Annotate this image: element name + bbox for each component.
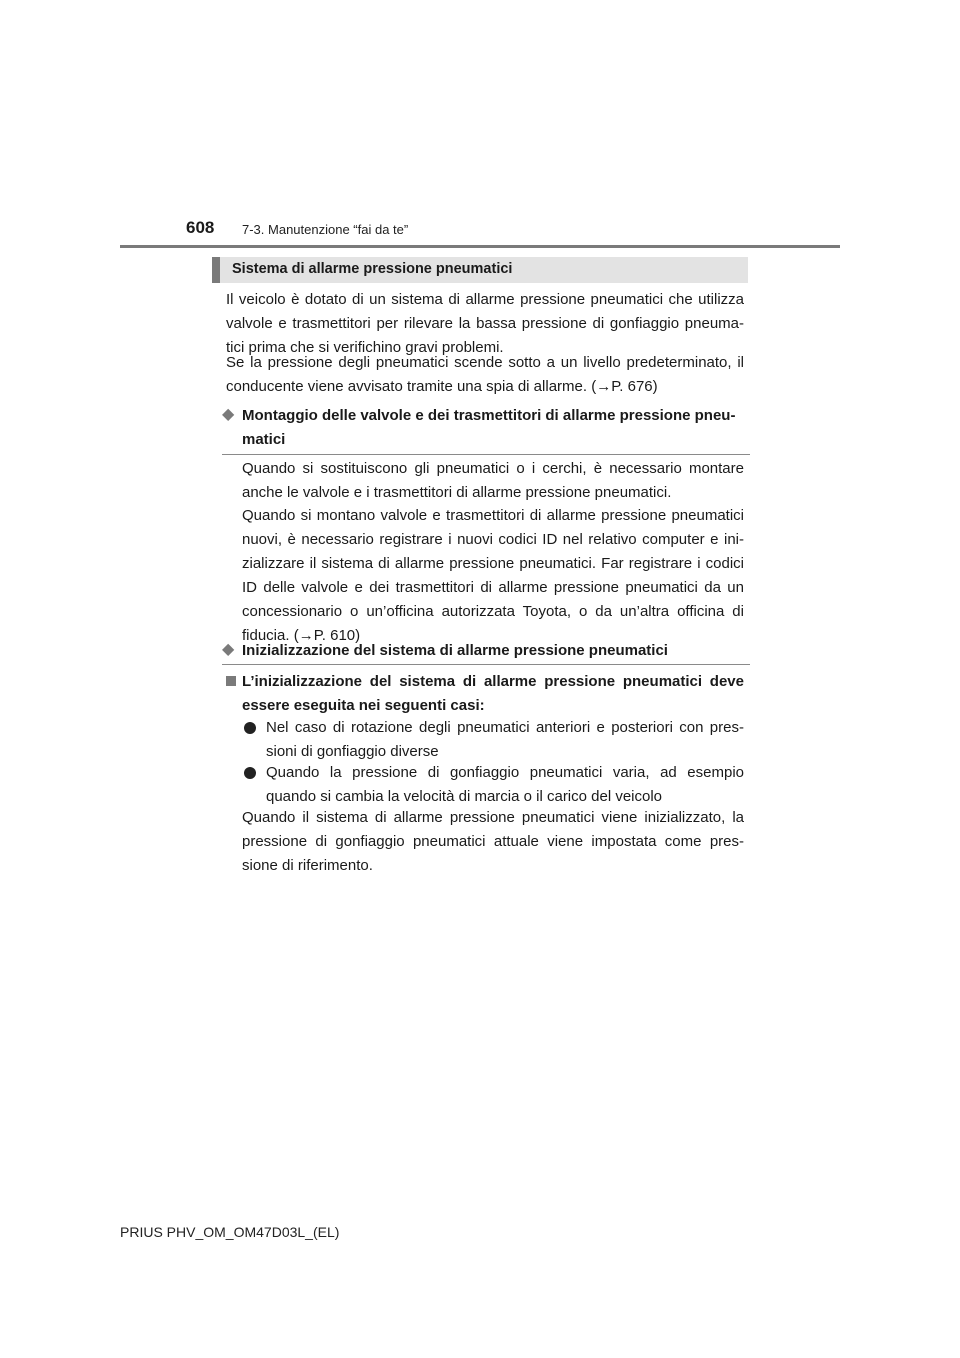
subsection-heading-mounting	[222, 404, 750, 455]
list-item-text: Nel caso di rotazione degli pneumatici anteriori e posteriori con pres-sioni di gonfiaggio diverse	[266, 719, 744, 760]
subsection-title: Inizializzazione del sistema di allarme pressione pneumatici	[242, 642, 668, 659]
condition-heading-text: L’inizializzazione del sistema di allarme pressione pneumatici deve essere eseguita nei seguenti casi:	[242, 673, 744, 714]
header-divider	[120, 245, 840, 248]
section-title: Sistema di allarme pressione pneumatici	[232, 261, 513, 277]
intro-paragraph-2: Se la pressione degli pneumatici scende sotto a un livello predeterminato, il conducente viene avvisato tramite una spia di allarme. (→P. 676)	[226, 354, 744, 395]
initialization-closing-paragraph: Quando il sistema di allarme pressione pneumatici viene inizializzato, la pressione di gonfiaggio pneumatici attuale viene impostata come pres-sione di riferimento.	[242, 809, 744, 874]
document-footer-code: PRIUS PHV_OM_OM47D03L_(EL)	[120, 1224, 340, 1240]
list-item-text: Quando la pressione di gonfiaggio pneumatici varia, ad esempio quando si cambia la velocità di marcia o il carico del veicolo	[266, 764, 744, 805]
initialization-condition-heading	[226, 670, 744, 718]
diamond-bullet-icon: ◆	[222, 641, 235, 658]
diamond-bullet-icon: ◆	[222, 406, 235, 423]
square-bullet-icon	[226, 676, 236, 686]
intro-paragraph-1: Il veicolo è dotato di un sistema di allarme pressione pneumatici che utilizza valvole e trasmettitori per rilevare la bassa pressione di gonfiaggio pneuma-tici prima che si verifichino gravi problemi.	[226, 291, 744, 356]
subsection-heading-initialization	[222, 639, 750, 665]
mounting-paragraph-1: Quando si sostituiscono gli pneumatici o i cerchi, è necessario montare anche le valvole e i trasmettitori di allarme pressione pneumatici.	[242, 460, 744, 501]
round-bullet-icon	[244, 722, 256, 734]
section-title-bar	[212, 257, 748, 283]
section-breadcrumb: 7-3. Manutenzione “fai da te”	[242, 222, 409, 237]
round-bullet-icon	[244, 767, 256, 779]
list-item	[242, 716, 744, 764]
page-number: 608	[186, 218, 215, 237]
subsection-title: Montaggio delle valvole e dei trasmettitori di allarme pressione pneu-matici	[242, 407, 736, 448]
mounting-paragraph-2: Quando si montano valvole e trasmettitori di allarme pressione pneumatici nuovi, è necessario registrare i nuovi codici ID nel relativo computer e ini-zializzare il sistema di allarme pressione pneumatici. Far registrare i codici ID delle valvole e dei trasmettitori di allarme pressione pneumatici da un concessionario o un’officina autorizzata Toyota, o da un’altra officina di fiducia. (→P. 610)	[242, 507, 744, 644]
list-item	[242, 761, 744, 809]
